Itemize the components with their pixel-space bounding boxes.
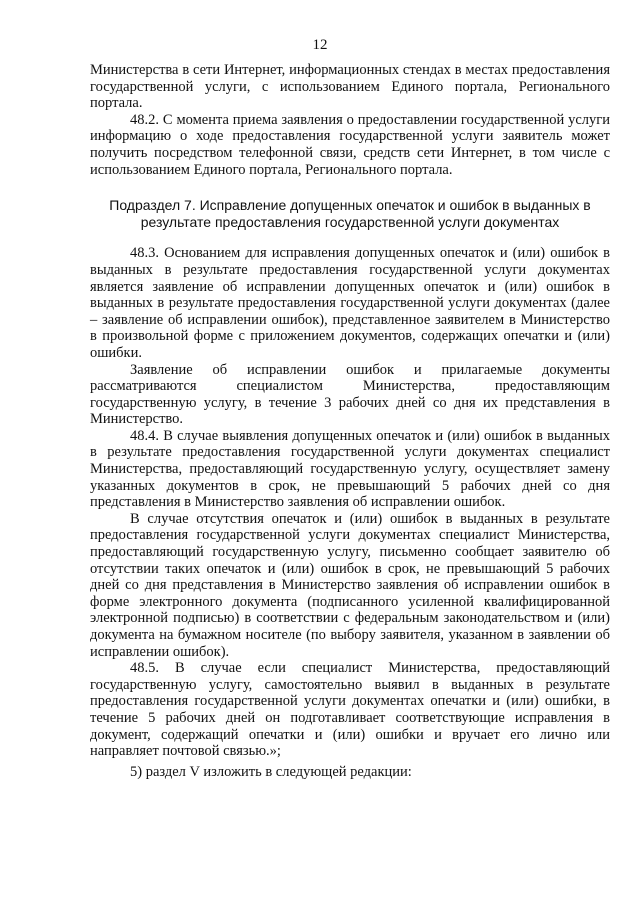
paragraph: 5) раздел V изложить в следующей редакции: <box>130 763 412 780</box>
paragraph: 48.3. Основанием для исправления допущенных опечаток и (или) ошибок в выданных в результате предоставления государственной услуги документах является заявление об исправлении допущенных опечаток и (или) ошибок в выданных в результате предоставления государственной услуги документах (далее – заявление об исправлении ошибок), представленное заявителем в Министерство в произвольной форме с приложением документов, содержащих опечатки и (или) ошибки. <box>90 245 610 361</box>
paragraph: Министерства в сети Интернет, информационных стендах в местах предоставления государственной услуги, с использованием Единого портала, Регионального портала. <box>90 62 610 112</box>
paragraph: В случае отсутствия опечаток и (или) ошибок в выданных в результате предоставления государственной услуги документах специалист Министерства, предоставляющий государственную услугу, письменно сообщает заявителю об отсутствии таких опечаток и (или) ошибок в срок, не превышающий 5 рабочих дней со дня представления в Министерство заявления об исправлении ошибок в форме электронного документа (подписанного усиленной квалифицированной электронной подписью) в соответствии с федеральным законодательством и (или) документа на бумажном носителе (по выбору заявителя, указанном в заявлении об исправлении ошибок). <box>90 510 610 660</box>
subsection-title: Подраздел 7. Исправление допущенных опечаток и ошибок в выданных в результате предоставления государственной услуги документах <box>109 197 591 230</box>
document-body <box>90 62 610 780</box>
paragraph: 48.2. С момента приема заявления о предоставлении государственной услуги информацию о ходе предоставления государственной услуги заявитель может получить посредством телефонной связи, средств сети Интернет, в том числе с использованием Единого портала, Регионального портала. <box>90 111 610 178</box>
paragraph: 48.4. В случае выявления допущенных опечаток и (или) ошибок в выданных в результате предоставления государственной услуги документах специалист Министерства, предоставляющий государственную услугу, осуществляет замену указанных документов в срок, не превышающий 5 рабочих дней со дня представления в Министерство заявления об исправлении ошибок. <box>90 427 610 511</box>
page-number: 12 <box>312 37 328 53</box>
paragraph: 48.5. В случае если специалист Министерства, предоставляющий государственную услугу, самостоятельно выявил в выданных в результате предоставления государственной услуги документах опечатки и (или) ошибки, в течение 5 рабочих дней он подготавливает соответствующие исправления в документ, содержащий опечатки и (или) ошибки и вручает его лично или направляет почтовой связью.»; <box>90 660 610 760</box>
paragraph: Заявление об исправлении ошибок и прилагаемые документы рассматриваются специалистом Министерства, предоставляющим государственную услугу, в течение 3 рабочих дней со дня их представления в Министерство. <box>90 361 610 428</box>
